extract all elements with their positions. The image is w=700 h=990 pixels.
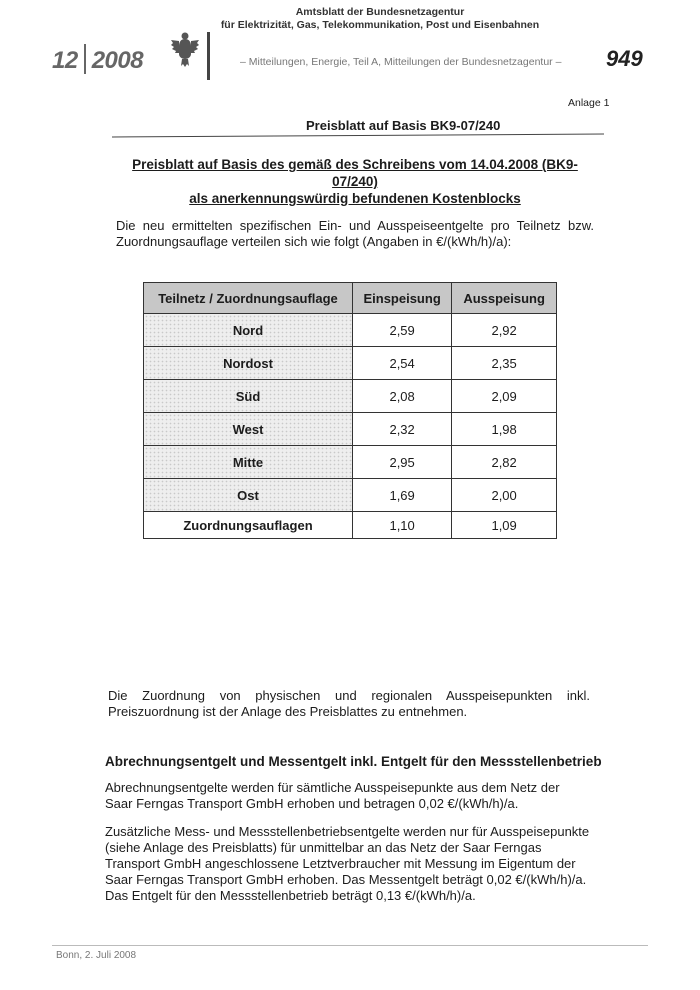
abrechnung-paragraph: Abrechnungsentgelte werden für sämtliche Ausspeisepunkte aus dem Netz der Saar Ferngas Transport GmbH erhoben und betragen 0,02 €/(kWh/h)/a. [105,780,560,811]
footer-date: Bonn, 2. Juli 2008 [56,950,137,961]
gazette-title [210,6,550,32]
table-row [144,380,557,413]
row-einspeisung: 2,59 [353,314,452,347]
table-header-row [144,283,557,314]
federal-eagle-icon [170,28,200,68]
table-row [144,314,557,347]
table-row [144,347,557,380]
row-name: Mitte [144,446,353,479]
zuordnung-paragraph: Die Zuordnung von physischen und regionalen Ausspeisepunkten inkl. Preiszuordnung ist der Anlage des Preisblattes zu entnehmen. [108,688,590,719]
annex-label: Anlage 1 [568,97,610,109]
row-name: West [144,413,353,446]
footer-rule [52,945,648,946]
document-subtitle-line1: Preisblatt auf Basis des gemäß des Schreibens vom 14.04.2008 (BK9-07/240) [132,157,578,189]
row-name: Zuordnungsauflagen [144,512,353,539]
table-row [144,479,557,512]
row-einspeisung: 2,08 [353,380,452,413]
gazette-subtitle: – Mitteilungen, Energie, Teil A, Mitteilungen der Bundesnetzagentur – [240,56,562,68]
row-ausspeisung: 2,35 [452,347,557,380]
row-name: Nordost [144,347,353,380]
document-subtitle-line2: als anerkennungswürdig befundenen Kostenblocks [189,191,521,206]
row-ausspeisung: 1,98 [452,413,557,446]
price-table [143,282,557,539]
row-einspeisung: 2,95 [353,446,452,479]
row-einspeisung: 2,54 [353,347,452,380]
page-number: 949 [606,46,643,71]
preisblatt-title: Preisblatt auf Basis BK9-07/240 [306,118,501,133]
row-ausspeisung: 2,82 [452,446,557,479]
row-name: Ost [144,479,353,512]
row-ausspeisung: 2,92 [452,314,557,347]
row-name: Süd [144,380,353,413]
title-rule [112,133,604,137]
row-ausspeisung: 1,09 [452,512,557,539]
table-row [144,446,557,479]
issue-label [52,44,143,75]
row-einspeisung: 1,69 [353,479,452,512]
row-ausspeisung: 2,09 [452,380,557,413]
table-row [144,512,557,539]
messentgelt-paragraph: Zusätzliche Mess- und Messstellenbetriebsentgelte werden nur für Ausspeisepunkte (siehe Anlage des Preisblatts) für unmittelbar an das Netz der Saar Ferngas Transport GmbH angeschlossene Letztverbraucher mit Messung im Eigentum der Saar Ferngas Transport GmbH erhoben. Das Messentgelt beträgt 0,02 €/(kWh/h)/a. Das Entgelt für den Messstellenbetrieb beträgt 0,13 €/(kWh/h)/a. [105,824,590,903]
column-header-ausspeisung: Ausspeisung [452,283,557,314]
row-einspeisung: 1,10 [353,512,452,539]
intro-paragraph: Die neu ermittelten spezifischen Ein- und Ausspeiseentgelte pro Teilnetz bzw. Zuordnungsauflage verteilen sich wie folgt (Angaben in €/(kWh/h)/a): [116,218,594,249]
issue-separator [84,44,86,74]
document-subtitle [120,156,590,207]
gazette-title-line2: für Elektrizität, Gas, Telekommunikation, Post und Eisenbahnen [220,19,540,31]
row-einspeisung: 2,32 [353,413,452,446]
issue-number: 12 [52,47,78,74]
column-header-einspeisung: Einspeisung [353,283,452,314]
gazette-title-line1: Amtsblatt der Bundesnetzagentur [295,6,465,18]
header-vertical-bar [207,32,210,80]
table-row [144,413,557,446]
row-ausspeisung: 2,00 [452,479,557,512]
section-title: Abrechnungsentgelt und Messentgelt inkl. Entgelt für den Messstellenbetrieb [105,754,602,769]
row-name: Nord [144,314,353,347]
column-header-teilnetz: Teilnetz / Zuordnungsauflage [144,283,353,314]
issue-year: 2008 [91,47,144,74]
